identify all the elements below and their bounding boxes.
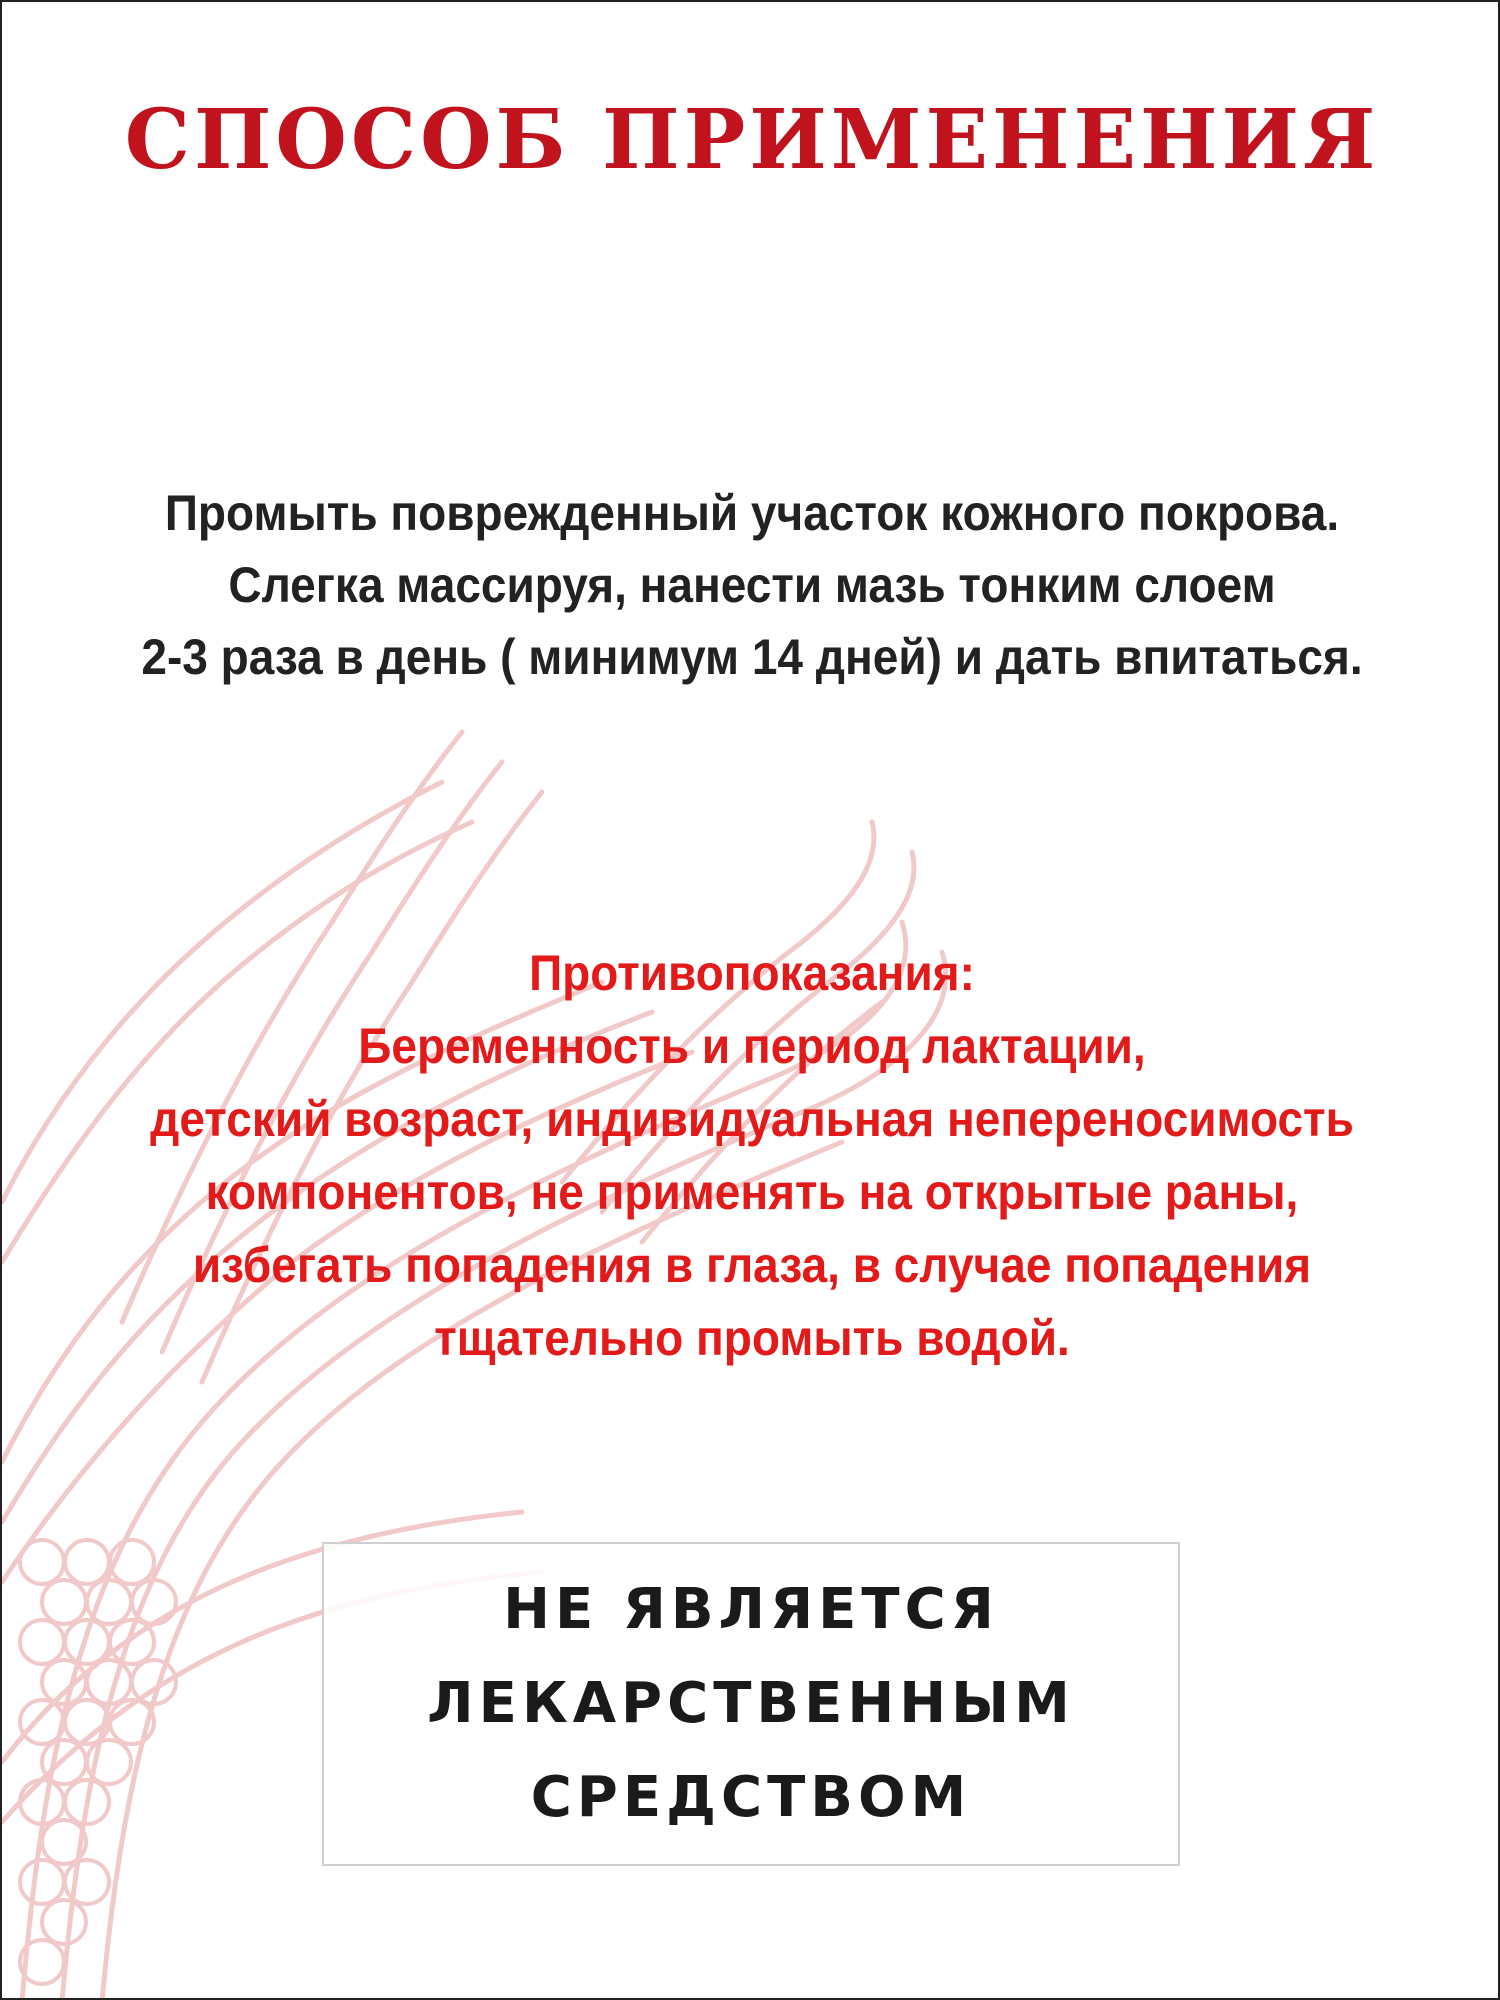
instructions-line: 2-3 раза в день ( минимум 14 дней) и дать впитаться. [141,629,1363,685]
instructions-line: Слегка массируя, нанести мазь тонким слоем [228,557,1276,613]
usage-instructions [80,477,1423,693]
not-a-medicine-notice [322,1542,1180,1866]
contraindications-heading: Противопоказания: [529,945,975,1001]
instructions-line: Промыть поврежденный участок кожного покрова. [164,485,1340,541]
contraindications-line: компонентов, не применять на открытые раны, [205,1164,1299,1220]
notice-line: НЕ ЯВЛЯЕТСЯ [503,1577,999,1642]
page-title: СПОСОБ ПРИМЕНЕНИЯ [124,92,1380,188]
notice-line: ЛЕКАРСТВЕННЫМ [427,1671,1075,1736]
contraindications-line: детский возраст, индивидуальная непереносимость [150,1091,1354,1147]
notice-line: СРЕДСТВОМ [530,1765,972,1830]
contraindications-line: избегать попадения в глаза, в случае попадения [192,1237,1312,1293]
contraindications-line: тщательно промыть водой. [434,1310,1070,1366]
contraindications-line: Беременность и период лактации, [358,1018,1146,1074]
contraindications-block [80,937,1423,1375]
